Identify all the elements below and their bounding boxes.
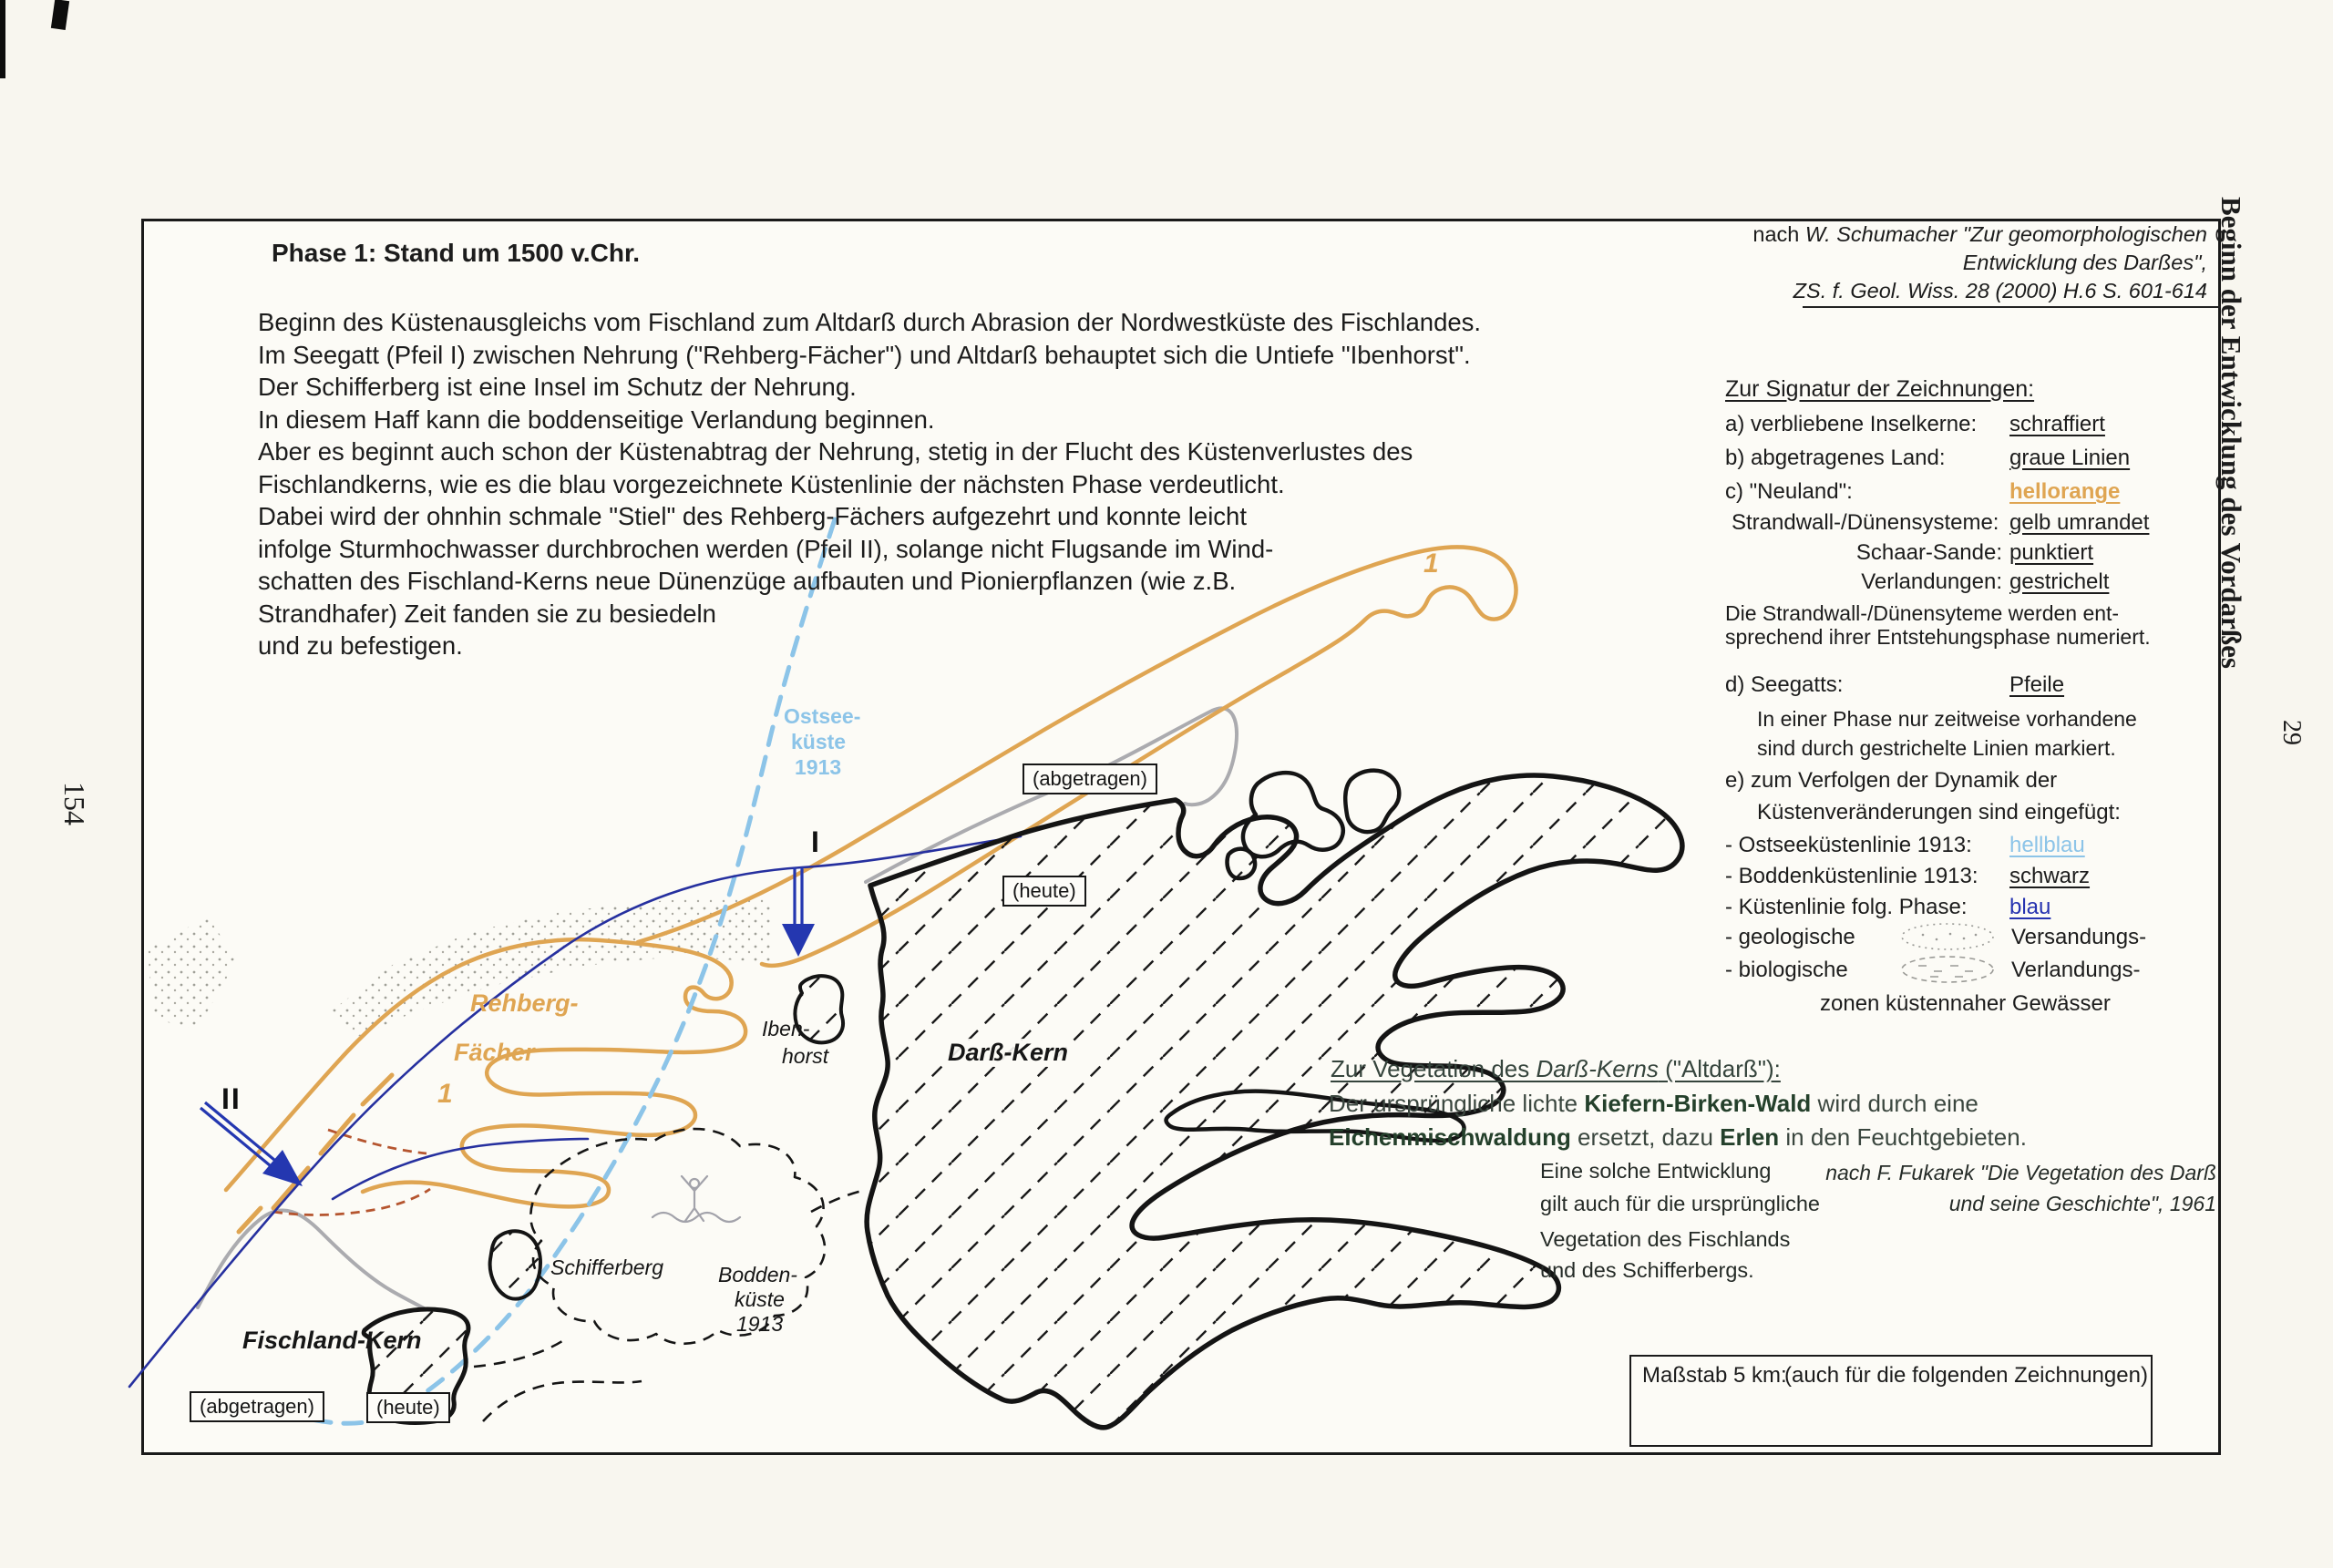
right-page-number: 29 bbox=[2277, 720, 2306, 745]
label-ibenhorst-1: Iben- bbox=[762, 1017, 810, 1040]
legend-dynamics-1: e) zum Verfolgen der Dynamik der bbox=[1725, 768, 2058, 793]
legend-coastline-label: - Boddenküstenlinie 1913: bbox=[1725, 864, 1978, 888]
intro-line: infolge Sturmhochwasser durchbrochen werden (Pfeil II), solange nicht Flugsande im Wind- bbox=[258, 534, 1274, 563]
label-schifferberg: Schifferberg bbox=[550, 1255, 664, 1279]
legend-seegatts-note-1: In einer Phase nur zeitweise vorhandene bbox=[1757, 707, 2137, 731]
legend-row-label: Strandwall-/Dünensysteme: bbox=[1732, 510, 1999, 535]
scale-note: (auch für die folgenden Zeichnungen) bbox=[1784, 1363, 2148, 1388]
label-seegatt-i: I bbox=[811, 825, 821, 858]
legend-row-value: schraffiert bbox=[2009, 412, 2105, 436]
legend-numbering-note-1: Die Strandwall-/Dünensyteme werden ent- bbox=[1725, 601, 2120, 625]
legend-seegatts-value: Pfeile bbox=[2009, 672, 2065, 697]
vegetation-left-4: und des Schifferbergs. bbox=[1540, 1258, 1754, 1282]
vegetation-left-1: Eine solche Entwicklung bbox=[1540, 1159, 1772, 1183]
versandung-symbol bbox=[1902, 924, 1993, 949]
legend-row-label: b) abgetragenes Land: bbox=[1725, 446, 1946, 470]
vegetation-line-2: Eichenmischwaldung ersetzt, dazu Erlen in den Feuchtgebieten. bbox=[1329, 1123, 2027, 1151]
legend-coastline-label: - Küstenlinie folg. Phase: bbox=[1725, 895, 1968, 919]
label-heute-south: (heute) bbox=[366, 1392, 450, 1423]
legend-seegatts-label: d) Seegatts: bbox=[1725, 672, 1844, 697]
label-phase-number-tip: 1 bbox=[1423, 548, 1439, 579]
intro-line: In diesem Haff kann die boddenseitige Verlandung beginnen. bbox=[258, 405, 935, 434]
scale-label: Maßstab 5 km: bbox=[1642, 1363, 1787, 1388]
intro-line: und zu befestigen. bbox=[258, 631, 463, 660]
margin-title: Beginn der Entwicklung des Vordarßes bbox=[2215, 197, 2247, 669]
vegetation-line-1: Der ursprüngliche lichte Kiefern-Birken-Wald wird durch eine bbox=[1329, 1090, 1978, 1117]
legend-title: Zur Signatur der Zeichnungen: bbox=[1725, 376, 2035, 402]
intro-line: Aber es beginnt auch schon der Küstenabtrag der Nehrung, stetig in der Flucht des Küstenverlustes des bbox=[258, 437, 1413, 466]
legend-row-label: a) verbliebene Inselkerne: bbox=[1725, 412, 1978, 436]
legend-zone-label: - biologische bbox=[1725, 958, 1848, 982]
label-phase-number-fan: 1 bbox=[437, 1079, 453, 1109]
label-fischland-kern: Fischland-Kern bbox=[242, 1327, 422, 1354]
intro-paragraph bbox=[258, 306, 1481, 662]
breach-orange-dashes bbox=[239, 1075, 392, 1232]
legend-row-label: Verlandungen: bbox=[1861, 569, 2002, 594]
left-page-number: 154 bbox=[58, 782, 91, 825]
legend-row-value: gestrichelt bbox=[2009, 569, 2110, 594]
legend-coastline-label: - Ostseeküstenlinie 1913: bbox=[1725, 833, 1972, 857]
vegetation-citation-1: nach F. Fukarek "Die Vegetation des Darß bbox=[1825, 1161, 2216, 1184]
vegetation-left-3: Vegetation des Fischlands bbox=[1540, 1227, 1791, 1251]
legend-row-value: punktiert bbox=[2009, 540, 2094, 565]
page-title: Phase 1: Stand um 1500 v.Chr. bbox=[272, 239, 641, 267]
intro-line: Dabei wird der ohnhin schmale "Stiel" des Rehberg-Fächers aufgezehrt und konnte leicht bbox=[258, 502, 1247, 530]
legend-row-value: gelb umrandet bbox=[2009, 510, 2150, 535]
intro-line: Beginn des Küstenausgleichs vom Fischland zum Altdarß durch Abrasion der Nordwestküste des Fischlandes. bbox=[258, 308, 1482, 336]
label-boddenkueste: Bodden- küste 1913 bbox=[718, 1263, 797, 1336]
label-ibenhorst-2: horst bbox=[782, 1044, 829, 1068]
vegetation-left-2: gilt auch für die ursprüngliche bbox=[1540, 1192, 1820, 1215]
legend-coastline-value: hellblau bbox=[2009, 833, 2085, 857]
citation-line-2: Entwicklung des Darßes", bbox=[1962, 251, 2207, 274]
verlandung-symbol bbox=[1902, 957, 1993, 982]
label-rehberg-2: Fächer bbox=[454, 1039, 535, 1066]
legend-numbering-note-2: sprechend ihrer Entstehungsphase numeriert. bbox=[1725, 625, 2151, 649]
legend-zone-value: Verlandungs- bbox=[2011, 958, 2141, 982]
intro-line: schatten des Fischland-Kerns neue Dünenzüge aufbauten und Pionierpflanzen (wie z.B. bbox=[258, 567, 1237, 595]
label-abgetragen-south: (abgetragen) bbox=[190, 1391, 324, 1422]
legend-seegatts-note-2: sind durch gestrichelte Linien markiert. bbox=[1757, 736, 2116, 760]
vegetation-citation-2: und seine Geschichte", 1961 bbox=[1948, 1192, 2216, 1215]
legend-row-label: Schaar-Sande: bbox=[1855, 540, 2002, 565]
label-rehberg-1: Rehberg- bbox=[470, 989, 579, 1017]
label-heute-north: (heute) bbox=[1002, 876, 1086, 907]
legend-row-value: graue Linien bbox=[2009, 446, 2131, 470]
intro-line: Der Schifferberg ist eine Insel im Schutz der Nehrung. bbox=[258, 373, 857, 401]
label-seegatt-ii: II bbox=[221, 1082, 242, 1115]
legend-row-value: hellorange bbox=[2009, 479, 2121, 504]
legend-zones-tail: zonen küstennaher Gewässer bbox=[1820, 991, 2111, 1016]
legend-dynamics-2: Küstenveränderungen sind eingefügt: bbox=[1757, 800, 2121, 825]
intro-line: Strandhafer) Zeit fanden sie zu besiedeln bbox=[258, 599, 716, 628]
citation-line-1 bbox=[1752, 222, 2207, 247]
citation-source: W. Schumacher "Zur geomorphologischen bbox=[1804, 222, 2207, 246]
intro-line: Fischlandkerns, wie es die blau vorgezeichnete Küstenlinie der nächsten Phase verdeutlicht. bbox=[258, 469, 1285, 498]
citation-line-3: ZS. f. Geol. Wiss. 28 (2000) H.6 S. 601-614 bbox=[1793, 279, 2207, 302]
schifferberg-island bbox=[490, 1231, 540, 1298]
temporary-channel-dashes bbox=[273, 1130, 430, 1214]
scan-artifact-edge bbox=[0, 0, 5, 78]
label-ostseekueste: Ostsee- küste 1913 bbox=[784, 704, 861, 779]
legend-zone-value: Versandungs- bbox=[2011, 925, 2147, 949]
label-abgetragen-north: (abgetragen) bbox=[1023, 764, 1157, 794]
vegetation-title: Zur Vegetation des Darß-Kerns ("Altdarß"): bbox=[1331, 1055, 1781, 1082]
legend-coastline-value: blau bbox=[2009, 895, 2051, 919]
citation-separator bbox=[1803, 306, 2221, 308]
legend-coastline-value: schwarz bbox=[2009, 864, 2091, 888]
marsh-stick-figure bbox=[653, 1176, 740, 1222]
legend-zone-label: - geologische bbox=[1725, 925, 1855, 949]
citation-prefix: nach bbox=[1752, 222, 1805, 246]
intro-line: Im Seegatt (Pfeil I) zwischen Nehrung ("Rehberg-Fächer") und Altdarß behauptet sich die Untiefe "Ibenhorst". bbox=[258, 340, 1471, 369]
legend-row-label: c) "Neuland": bbox=[1725, 479, 1853, 504]
label-darss-kern: Darß-Kern bbox=[944, 1039, 1072, 1067]
seegatt-arrow-ii bbox=[200, 1102, 303, 1186]
